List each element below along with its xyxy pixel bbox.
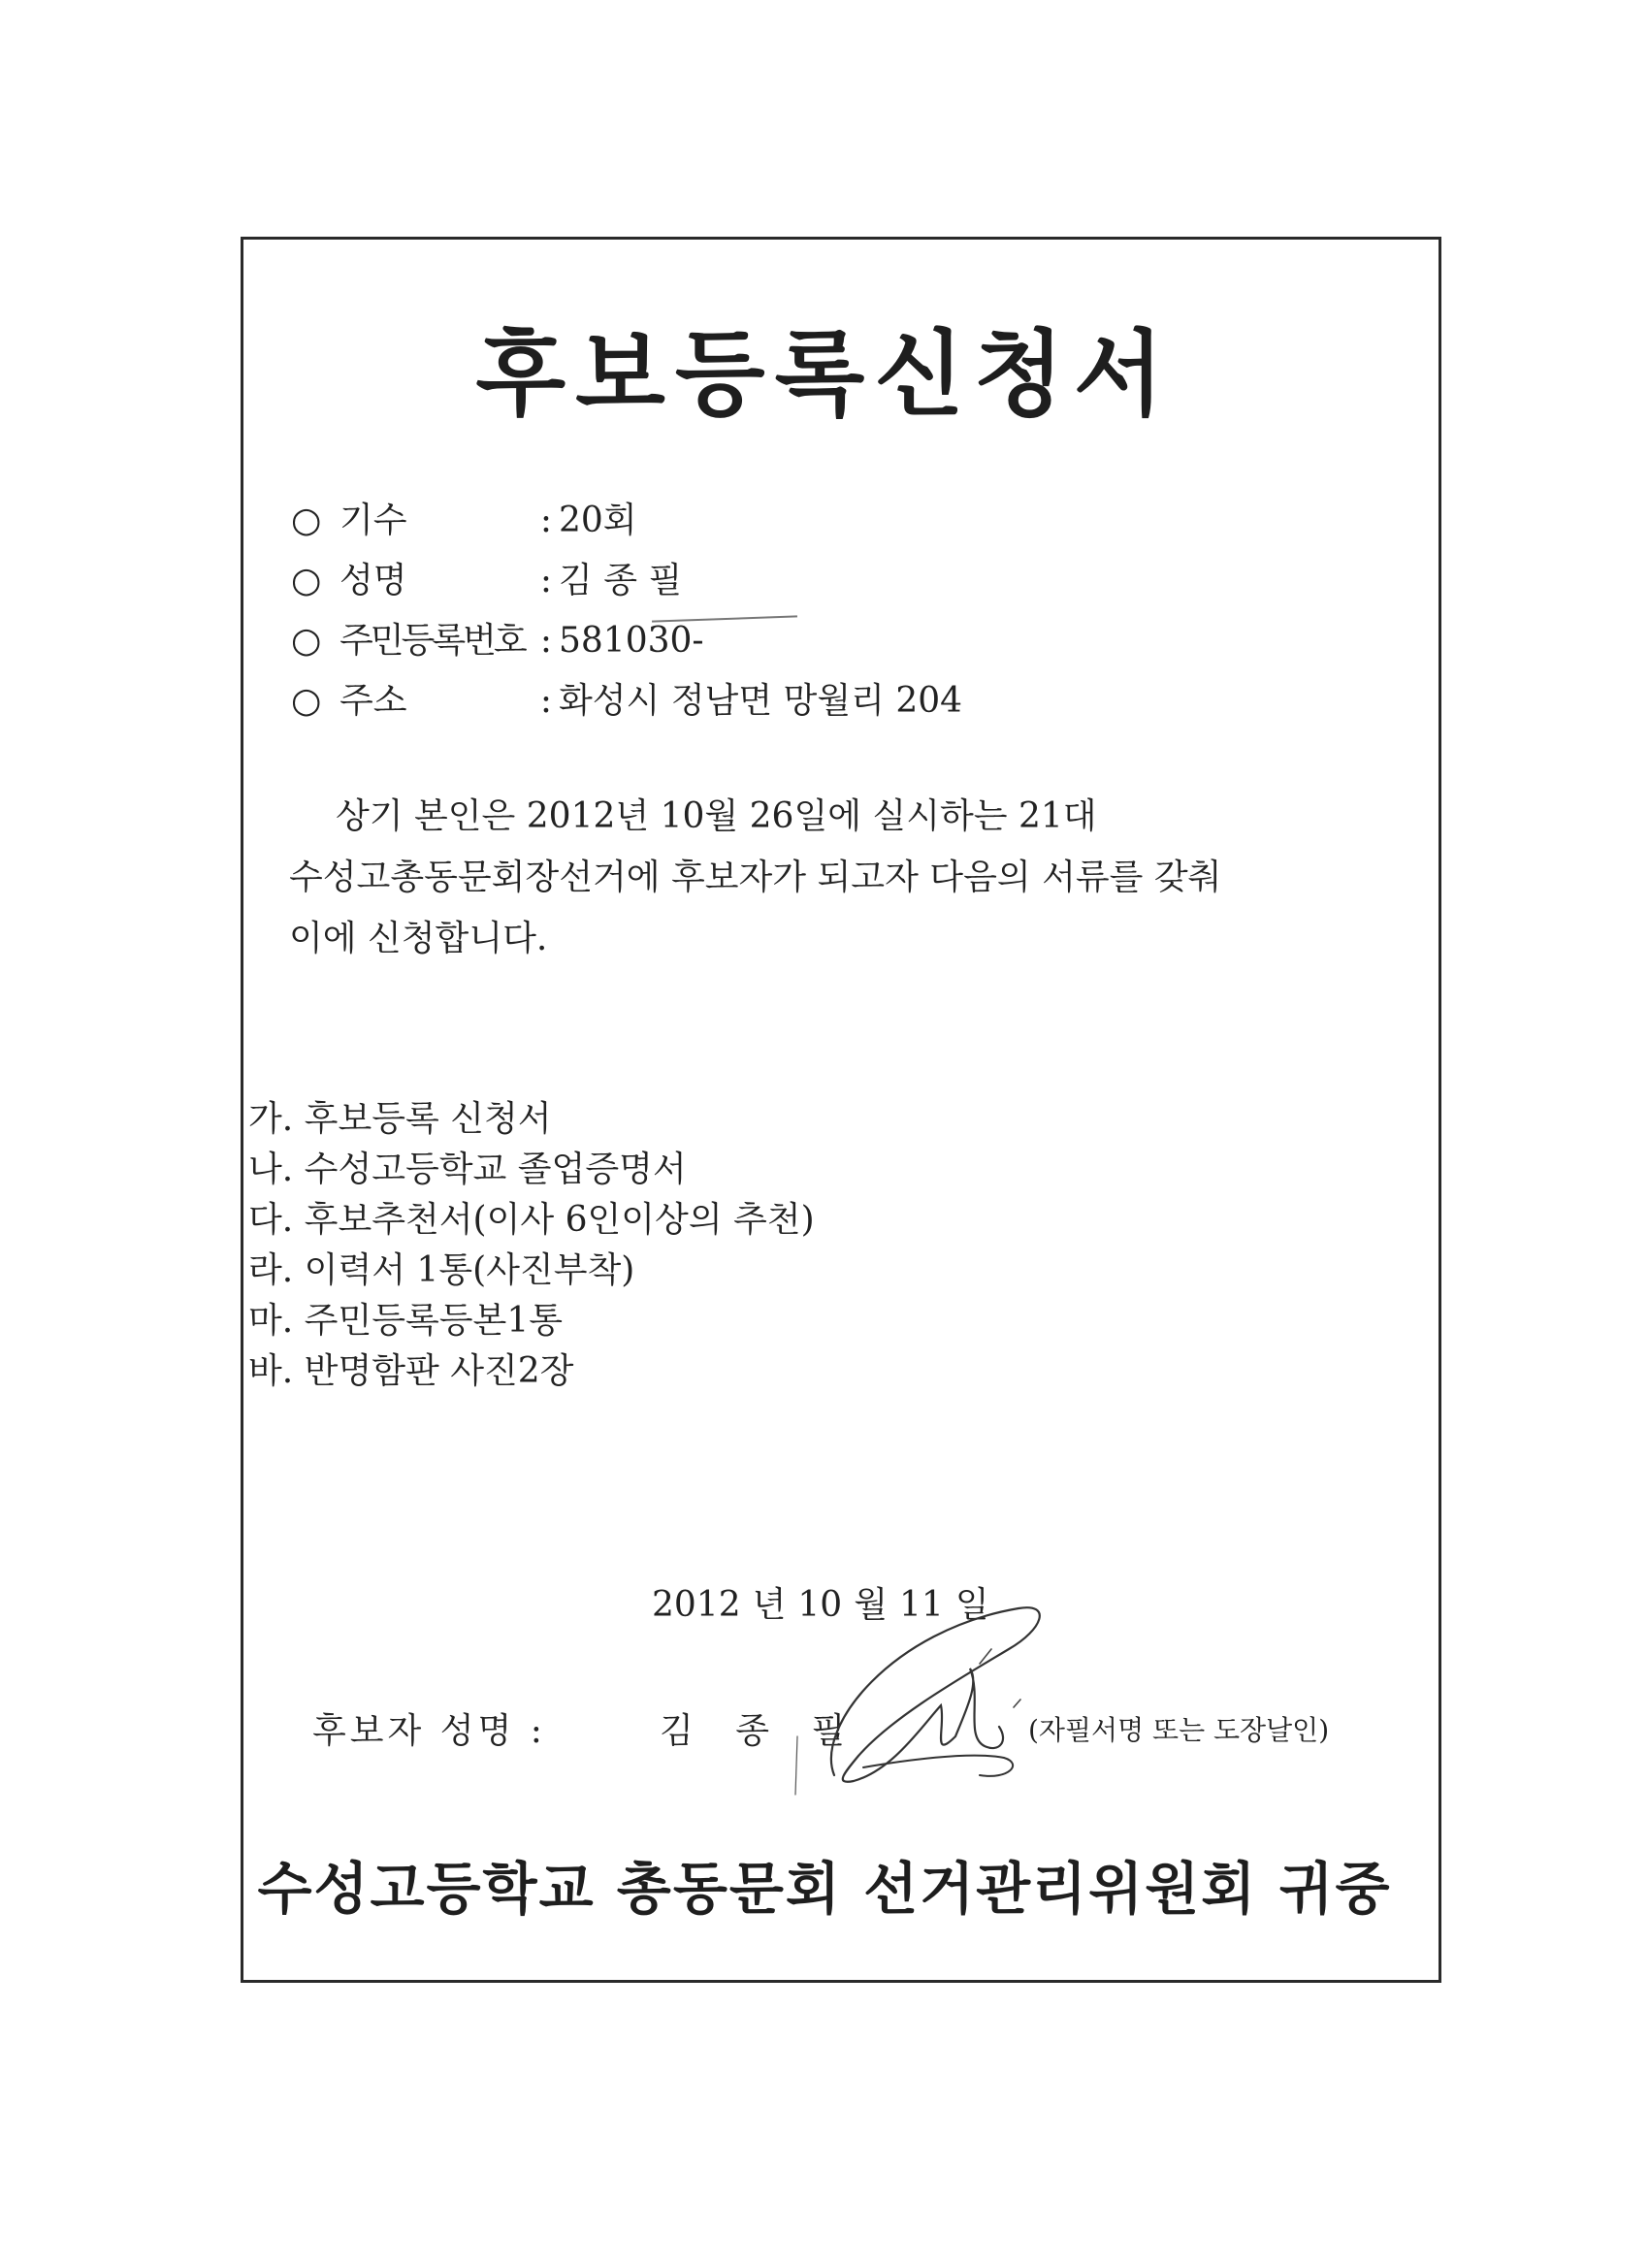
list-item: 나. 수성고등학교 졸업증명서 (248, 1150, 687, 1189)
signer-name: 김 종 필 (660, 1711, 861, 1751)
info-label: 기수 (340, 501, 407, 540)
statement-line: 이에 신청합니다. (289, 919, 548, 958)
list-item: 다. 후보추천서(이사 6인이상의 추천) (248, 1200, 815, 1240)
date-day-unit: 일 (954, 1585, 989, 1625)
list-item: 라. 이력서 1통(사진부착) (248, 1250, 635, 1290)
bullet-icon: ○ (291, 681, 322, 721)
application-statement (289, 786, 1375, 969)
date-year-unit: 년 (752, 1585, 787, 1625)
required-documents-list (248, 1094, 815, 1397)
form-title: 후보등록신청서 (475, 319, 1174, 429)
info-value: 김 종 필 (559, 561, 683, 600)
signer-label: 후보자 성명 : (312, 1711, 546, 1751)
info-label: 주민등록번호 (340, 621, 525, 661)
info-row-address (291, 677, 962, 726)
bullet-icon: ○ (291, 501, 322, 540)
date-month-unit: 월 (854, 1585, 888, 1625)
date-month: 10 (797, 1585, 843, 1625)
info-value: 화성시 정남면 망월리 204 (559, 681, 963, 721)
info-row-name (291, 557, 682, 605)
date-year: 2012 (652, 1585, 741, 1625)
info-label: 성명 (340, 561, 407, 600)
statement-line: 수성고총동문회장선거에 후보자가 되고자 다음의 서류를 갖춰 (289, 858, 1222, 897)
info-separator: : (539, 621, 553, 661)
date-day: 11 (899, 1585, 944, 1625)
info-separator: : (539, 561, 553, 600)
statement-line: 상기 본인은 2012년 10월 26일에 실시하는 21대 (336, 796, 1097, 836)
info-value: 20회 (559, 501, 637, 540)
bullet-icon: ○ (291, 621, 322, 661)
addressee-footer: 수성고등학교 총동문회 선거관리위원회 귀중 (257, 1856, 1392, 1922)
info-value: 581030- (559, 621, 704, 661)
info-label: 주소 (340, 681, 407, 721)
list-item: 가. 후보등록 신청서 (248, 1099, 552, 1139)
info-row-resident-number (291, 617, 704, 665)
signature-note: (자필서명 또는 도장날인) (1028, 1714, 1330, 1746)
signature-icon (776, 1591, 1048, 1814)
info-separator: : (539, 501, 553, 540)
list-item: 마. 주민등록등본1통 (248, 1301, 563, 1341)
bullet-icon: ○ (291, 561, 322, 600)
info-separator: : (539, 681, 553, 721)
list-item: 바. 반명함판 사진2장 (248, 1351, 574, 1391)
info-row-cohort (291, 497, 637, 545)
